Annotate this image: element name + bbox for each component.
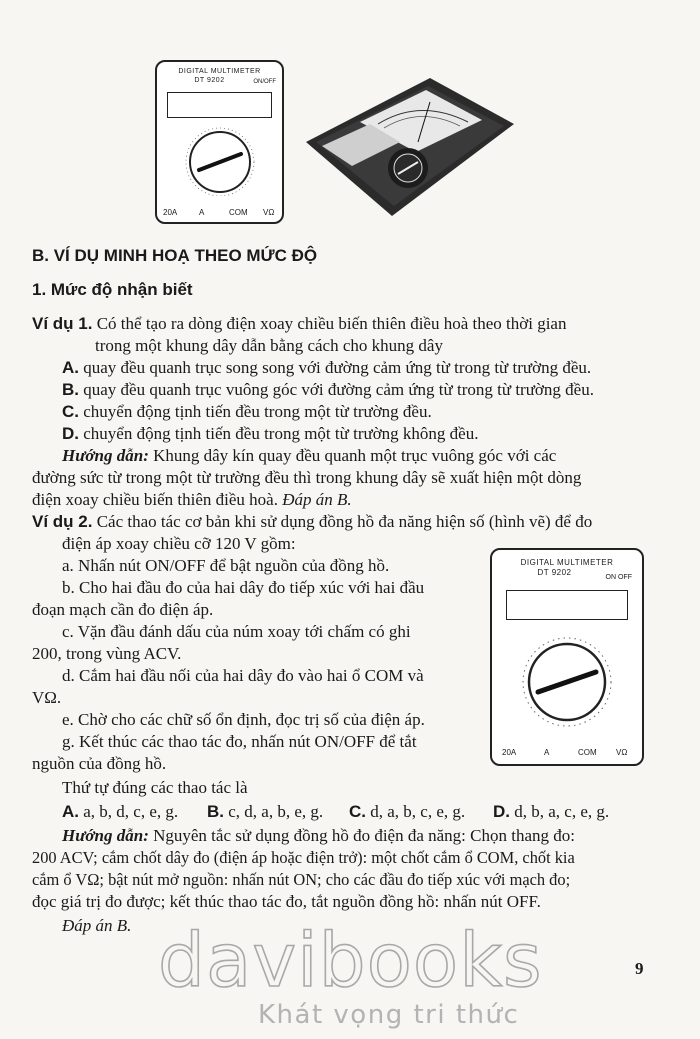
meter-title: DIGITAL MULTIMETER (178, 68, 261, 75)
example-2-guide-line-4: đọc giá trị đo được; kết thúc thao tác đo, tắt nguồn đồng hồ: nhấn nút OFF. (32, 892, 541, 911)
example-2-line-1: Ví dụ 2. Các thao tác cơ bản khi sử dụng đồng hồ đa năng hiện số (hình vẽ) để đo (32, 512, 593, 531)
lcd-display (506, 590, 628, 620)
meter-title: DIGITAL MULTIMETER (520, 558, 614, 567)
answer: Đáp án B. (282, 490, 352, 509)
port-com: COM (229, 208, 248, 217)
multimeter-photo (300, 72, 520, 222)
example-2-guide-line-1: Hướng dẫn: Nguyên tắc sử dụng đồng hồ đo điện đa năng: Chọn thang đo: (62, 826, 575, 845)
step-g: g. Kết thúc các thao tác đo, nhấn nút ON/OFF để tắt (62, 732, 417, 751)
step-c-cont: 200, trong vùng ACV. (32, 644, 182, 663)
example-1-guide-line-3: điện xoay chiều biến thiên điều hoà. Đáp án B. (32, 490, 352, 509)
example-1-option-b: B. quay đều quanh trục vuông góc với đường cảm ứng từ trong từ trường đều. (62, 380, 594, 399)
meter-model: DT 9202 (537, 568, 572, 577)
example-2-option-a: A. a, b, d, c, e, g. (62, 802, 179, 821)
example-2-line-2: điện áp xoay chiều cỡ 120 V gồm: (62, 534, 296, 553)
example-2-guide-line-2: 200 ACV; cắm chốt dây đo (điện áp hoặc điện trở): một chốt cắm ổ COM, chốt kia (32, 848, 575, 867)
example-1-option-c: C. chuyển động tịnh tiến đều trong một từ trường đều. (62, 402, 432, 421)
lcd-display (167, 92, 272, 118)
example-2-answer: Đáp án B. (62, 916, 132, 935)
example-2-option-b: B. c, d, a, b, e, g. (207, 802, 324, 821)
port-20a: 20A (163, 208, 178, 217)
watermark-brand: davibooks (158, 918, 543, 1004)
guide-label: Hướng dẫn: (62, 446, 149, 465)
rotary-dial (508, 628, 626, 732)
onoff-label: ON OFF (605, 574, 632, 581)
port-a: A (199, 208, 205, 217)
onoff-label: ON/OFF (253, 79, 276, 85)
page-number: 9 (635, 959, 644, 978)
step-d: d. Cắm hai đầu nối của hai dây đo vào hai ổ COM và (62, 666, 424, 685)
rotary-dial (175, 124, 265, 196)
step-b-cont: đoạn mạch cần đo điện áp. (32, 600, 214, 619)
step-e: e. Chờ cho các chữ số ổn định, đọc trị số của điện áp. (62, 710, 425, 729)
port-a: A (544, 748, 550, 757)
step-d-cont: VΩ. (32, 688, 62, 707)
multimeter-diagram-top (155, 60, 284, 224)
example-1-line-1: Ví dụ 1. Có thể tạo ra dòng điện xoay chiều biến thiên điều hoà theo thời gian (32, 314, 567, 333)
step-c: c. Vặn đầu đánh dấu của núm xoay tới chấm có ghi (62, 622, 411, 641)
step-b: b. Cho hai đầu đo của hai dây đo tiếp xúc với hai đầu (62, 578, 425, 597)
example-2-option-d: D. d, b, a, c, e, g. (493, 802, 610, 821)
example-1-guide-line-2: đường sức từ trong một từ trường đều thì trong khung dây sẽ xuất hiện một dòng (32, 468, 582, 487)
example-1-option-d: D. chuyển động tịnh tiến đều trong một từ trường không đều. (62, 424, 479, 443)
meter-model: DT 9202 (194, 77, 225, 84)
port-vohm: VΩ (616, 748, 628, 757)
example-1-line-2: trong một khung dây dẫn bằng cách cho khung dây (95, 336, 443, 355)
watermark-slogan: Khát vọng tri thức (258, 1000, 520, 1030)
step-g-cont: nguồn của đồng hồ. (32, 754, 167, 773)
example-1-guide-line-1: Hướng dẫn: Khung dây kín quay đều quanh một trục vuông góc với các (62, 446, 557, 465)
example-2-option-c: C. d, a, b, c, e, g. (349, 802, 466, 821)
multimeter-diagram-right (490, 548, 644, 766)
section-heading-b: B. VÍ DỤ MINH HOẠ THEO MỨC ĐỘ (32, 246, 318, 265)
question-order: Thứ tự đúng các thao tác là (62, 778, 248, 797)
example-2-label: Ví dụ 2. (32, 512, 93, 531)
port-com: COM (578, 748, 597, 757)
subsection-heading-1: 1. Mức độ nhận biết (32, 280, 193, 299)
port-vohm: VΩ (263, 208, 275, 217)
step-a: a. Nhấn nút ON/OFF để bật nguồn của đồng hồ. (62, 556, 390, 575)
example-2-guide-line-3: cắm ổ VΩ; bật nút mở nguồn: nhấn nút ON; cho các đầu đo tiếp xúc với mạch đo; (32, 870, 571, 889)
port-20a: 20A (502, 748, 517, 757)
example-1-label: Ví dụ 1. (32, 314, 93, 333)
example-1-option-a: A. quay đều quanh trục song song với đường cảm ứng từ trong từ trường đều. (62, 358, 592, 377)
